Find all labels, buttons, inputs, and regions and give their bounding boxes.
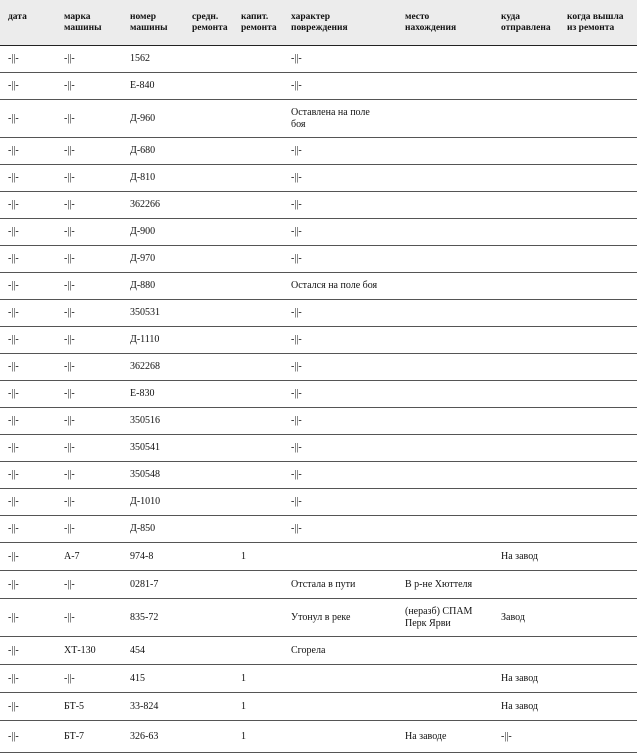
- cell-medium-repair: [184, 637, 233, 665]
- cell-medium-repair: [184, 435, 233, 462]
- cell-vehicle-model: -||-: [56, 408, 122, 435]
- header-location: место нахождения: [397, 0, 493, 46]
- table-row: [0, 73, 637, 100]
- cell-repair-exit: [559, 637, 637, 665]
- cell-capital-repair: [233, 138, 283, 165]
- cell-repair-exit: [559, 462, 637, 489]
- cell-repair-exit: [559, 73, 637, 100]
- cell-date: -||-: [0, 273, 56, 300]
- cell-repair-exit: [559, 165, 637, 192]
- cell-vehicle-model: БТ-7: [56, 721, 122, 753]
- cell-repair-exit: [559, 693, 637, 721]
- cell-repair-exit: [559, 516, 637, 543]
- cell-date: -||-: [0, 192, 56, 219]
- header-vehicle-number: номер машины: [122, 0, 184, 46]
- cell-capital-repair: [233, 192, 283, 219]
- cell-vehicle-model: -||-: [56, 73, 122, 100]
- cell-location: [397, 165, 493, 192]
- header-capital-repair: капит. ремонта: [233, 0, 283, 46]
- cell-capital-repair: [233, 273, 283, 300]
- cell-location: [397, 543, 493, 571]
- cell-vehicle-model: -||-: [56, 571, 122, 599]
- cell-vehicle-number: 350548: [122, 462, 184, 489]
- cell-sent-to: На завод: [493, 543, 559, 571]
- table-row: [0, 543, 637, 571]
- cell-capital-repair: [233, 462, 283, 489]
- table-row: [0, 100, 637, 138]
- cell-damage-type: -||-: [283, 354, 397, 381]
- cell-vehicle-number: 33-824: [122, 693, 184, 721]
- cell-location: [397, 219, 493, 246]
- cell-vehicle-number: Е-840: [122, 73, 184, 100]
- cell-sent-to: [493, 192, 559, 219]
- cell-sent-to: [493, 100, 559, 138]
- cell-damage-type: Сгорела: [283, 637, 397, 665]
- cell-sent-to: [493, 46, 559, 73]
- cell-damage-type: -||-: [283, 165, 397, 192]
- cell-damage-type: -||-: [283, 435, 397, 462]
- cell-medium-repair: [184, 354, 233, 381]
- cell-date: -||-: [0, 246, 56, 273]
- cell-date: -||-: [0, 327, 56, 354]
- table-row: [0, 462, 637, 489]
- cell-medium-repair: [184, 599, 233, 637]
- cell-date: -||-: [0, 462, 56, 489]
- table-row: [0, 192, 637, 219]
- cell-vehicle-number: Д-900: [122, 219, 184, 246]
- table-row: [0, 300, 637, 327]
- cell-capital-repair: [233, 300, 283, 327]
- cell-damage-type: -||-: [283, 138, 397, 165]
- cell-date: -||-: [0, 516, 56, 543]
- cell-sent-to: [493, 165, 559, 192]
- cell-repair-exit: [559, 599, 637, 637]
- cell-date: -||-: [0, 165, 56, 192]
- cell-date: -||-: [0, 665, 56, 693]
- cell-damage-type: -||-: [283, 489, 397, 516]
- cell-location: [397, 516, 493, 543]
- cell-vehicle-number: 0281-7: [122, 571, 184, 599]
- cell-vehicle-model: -||-: [56, 246, 122, 273]
- cell-repair-exit: [559, 721, 637, 753]
- header-repair-exit: когда вышла из ремонта: [559, 0, 637, 46]
- cell-vehicle-model: А-7: [56, 543, 122, 571]
- cell-location: [397, 46, 493, 73]
- cell-capital-repair: [233, 46, 283, 73]
- cell-vehicle-model: -||-: [56, 327, 122, 354]
- cell-vehicle-model: -||-: [56, 462, 122, 489]
- cell-medium-repair: [184, 489, 233, 516]
- cell-capital-repair: [233, 327, 283, 354]
- cell-sent-to: [493, 138, 559, 165]
- cell-date: -||-: [0, 693, 56, 721]
- cell-vehicle-model: -||-: [56, 300, 122, 327]
- cell-capital-repair: [233, 599, 283, 637]
- cell-location: [397, 408, 493, 435]
- cell-vehicle-number: 454: [122, 637, 184, 665]
- cell-vehicle-model: -||-: [56, 599, 122, 637]
- cell-sent-to: [493, 300, 559, 327]
- cell-date: -||-: [0, 408, 56, 435]
- cell-capital-repair: [233, 381, 283, 408]
- table-row: [0, 138, 637, 165]
- table-row: [0, 246, 637, 273]
- cell-sent-to: [493, 435, 559, 462]
- table-row: [0, 46, 637, 73]
- cell-vehicle-model: -||-: [56, 192, 122, 219]
- cell-vehicle-model: -||-: [56, 489, 122, 516]
- cell-medium-repair: [184, 192, 233, 219]
- cell-capital-repair: [233, 100, 283, 138]
- cell-repair-exit: [559, 273, 637, 300]
- cell-medium-repair: [184, 462, 233, 489]
- cell-damage-type: -||-: [283, 381, 397, 408]
- cell-damage-type: -||-: [283, 327, 397, 354]
- table-row: [0, 408, 637, 435]
- cell-medium-repair: [184, 543, 233, 571]
- cell-capital-repair: 1: [233, 665, 283, 693]
- cell-date: -||-: [0, 73, 56, 100]
- cell-capital-repair: [233, 73, 283, 100]
- cell-repair-exit: [559, 665, 637, 693]
- cell-capital-repair: 1: [233, 543, 283, 571]
- cell-location: [397, 327, 493, 354]
- cell-damage-type: Отстала в пути: [283, 571, 397, 599]
- cell-vehicle-number: Д-850: [122, 516, 184, 543]
- cell-vehicle-number: Д-960: [122, 100, 184, 138]
- cell-date: -||-: [0, 543, 56, 571]
- cell-repair-exit: [559, 246, 637, 273]
- cell-medium-repair: [184, 165, 233, 192]
- cell-vehicle-model: -||-: [56, 381, 122, 408]
- cell-date: -||-: [0, 599, 56, 637]
- cell-vehicle-number: 415: [122, 665, 184, 693]
- cell-damage-type: -||-: [283, 516, 397, 543]
- cell-medium-repair: [184, 246, 233, 273]
- cell-location: (неразб) СПАМ Перк Ярви: [397, 599, 493, 637]
- cell-vehicle-model: ХТ-130: [56, 637, 122, 665]
- cell-medium-repair: [184, 571, 233, 599]
- cell-sent-to: [493, 246, 559, 273]
- cell-vehicle-number: Д-680: [122, 138, 184, 165]
- cell-medium-repair: [184, 273, 233, 300]
- cell-location: [397, 665, 493, 693]
- table-row: [0, 327, 637, 354]
- cell-damage-type: -||-: [283, 192, 397, 219]
- cell-repair-exit: [559, 219, 637, 246]
- cell-medium-repair: [184, 381, 233, 408]
- cell-location: На заводе: [397, 721, 493, 753]
- cell-repair-exit: [559, 489, 637, 516]
- cell-capital-repair: [233, 571, 283, 599]
- cell-location: [397, 435, 493, 462]
- cell-sent-to: -||-: [493, 721, 559, 753]
- cell-date: -||-: [0, 354, 56, 381]
- header-row: [0, 0, 637, 46]
- table-row: [0, 516, 637, 543]
- cell-date: -||-: [0, 571, 56, 599]
- cell-damage-type: Остался на поле боя: [283, 273, 397, 300]
- cell-vehicle-model: -||-: [56, 273, 122, 300]
- cell-damage-type: -||-: [283, 408, 397, 435]
- cell-location: [397, 273, 493, 300]
- cell-location: [397, 693, 493, 721]
- cell-date: -||-: [0, 300, 56, 327]
- cell-vehicle-number: 362266: [122, 192, 184, 219]
- cell-damage-type: [283, 693, 397, 721]
- cell-vehicle-number: 1562: [122, 46, 184, 73]
- cell-medium-repair: [184, 73, 233, 100]
- cell-vehicle-model: БТ-5: [56, 693, 122, 721]
- cell-repair-exit: [559, 300, 637, 327]
- cell-date: -||-: [0, 100, 56, 138]
- table-row: [0, 571, 637, 599]
- cell-medium-repair: [184, 693, 233, 721]
- cell-vehicle-model: -||-: [56, 435, 122, 462]
- cell-vehicle-number: Д-1010: [122, 489, 184, 516]
- cell-medium-repair: [184, 516, 233, 543]
- cell-capital-repair: [233, 246, 283, 273]
- cell-location: [397, 354, 493, 381]
- cell-vehicle-number: Е-830: [122, 381, 184, 408]
- cell-sent-to: [493, 571, 559, 599]
- cell-vehicle-model: -||-: [56, 665, 122, 693]
- cell-sent-to: [493, 327, 559, 354]
- cell-date: -||-: [0, 435, 56, 462]
- cell-medium-repair: [184, 721, 233, 753]
- cell-damage-type: -||-: [283, 462, 397, 489]
- cell-repair-exit: [559, 571, 637, 599]
- cell-sent-to: [493, 637, 559, 665]
- table-row: [0, 599, 637, 637]
- cell-medium-repair: [184, 100, 233, 138]
- table-row: [0, 354, 637, 381]
- cell-repair-exit: [559, 354, 637, 381]
- cell-vehicle-number: 974-8: [122, 543, 184, 571]
- cell-vehicle-number: Д-880: [122, 273, 184, 300]
- header-medium-repair: средн. ремонта: [184, 0, 233, 46]
- cell-location: [397, 637, 493, 665]
- cell-damage-type: -||-: [283, 246, 397, 273]
- cell-capital-repair: [233, 489, 283, 516]
- cell-damage-type: -||-: [283, 219, 397, 246]
- cell-damage-type: -||-: [283, 300, 397, 327]
- header-date: дата: [0, 0, 56, 46]
- cell-damage-type: [283, 721, 397, 753]
- cell-damage-type: Оставлена на поле боя: [283, 100, 397, 138]
- table-row: [0, 219, 637, 246]
- cell-vehicle-number: 350531: [122, 300, 184, 327]
- cell-medium-repair: [184, 138, 233, 165]
- cell-repair-exit: [559, 408, 637, 435]
- cell-sent-to: [493, 408, 559, 435]
- cell-sent-to: [493, 219, 559, 246]
- cell-repair-exit: [559, 46, 637, 73]
- header-vehicle-model: марка машины: [56, 0, 122, 46]
- cell-capital-repair: 1: [233, 721, 283, 753]
- cell-capital-repair: [233, 219, 283, 246]
- cell-repair-exit: [559, 100, 637, 138]
- cell-vehicle-number: Д-1110: [122, 327, 184, 354]
- cell-vehicle-model: -||-: [56, 100, 122, 138]
- cell-sent-to: [493, 354, 559, 381]
- cell-date: -||-: [0, 46, 56, 73]
- cell-capital-repair: 1: [233, 693, 283, 721]
- table-row: [0, 381, 637, 408]
- cell-location: [397, 100, 493, 138]
- cell-sent-to: [493, 73, 559, 100]
- header-damage-type: характер повреждения: [283, 0, 397, 46]
- table-row: [0, 489, 637, 516]
- table-row: [0, 721, 637, 753]
- table-row: [0, 273, 637, 300]
- table-row: [0, 637, 637, 665]
- cell-vehicle-model: -||-: [56, 46, 122, 73]
- cell-location: [397, 246, 493, 273]
- cell-damage-type: [283, 543, 397, 571]
- table-body: [0, 46, 637, 753]
- cell-location: В р-не Хюттеля: [397, 571, 493, 599]
- cell-damage-type: Утонул в реке: [283, 599, 397, 637]
- cell-vehicle-number: Д-970: [122, 246, 184, 273]
- cell-vehicle-model: -||-: [56, 516, 122, 543]
- cell-sent-to: [493, 489, 559, 516]
- cell-vehicle-number: 350516: [122, 408, 184, 435]
- cell-repair-exit: [559, 192, 637, 219]
- cell-location: [397, 381, 493, 408]
- cell-damage-type: -||-: [283, 46, 397, 73]
- table-row: [0, 693, 637, 721]
- cell-damage-type: [283, 665, 397, 693]
- cell-medium-repair: [184, 408, 233, 435]
- cell-location: [397, 138, 493, 165]
- cell-sent-to: [493, 273, 559, 300]
- cell-date: -||-: [0, 721, 56, 753]
- table-row: [0, 165, 637, 192]
- cell-medium-repair: [184, 219, 233, 246]
- cell-vehicle-number: 326-63: [122, 721, 184, 753]
- cell-damage-type: -||-: [283, 73, 397, 100]
- cell-capital-repair: [233, 408, 283, 435]
- cell-location: [397, 462, 493, 489]
- cell-capital-repair: [233, 435, 283, 462]
- cell-location: [397, 192, 493, 219]
- cell-date: -||-: [0, 381, 56, 408]
- cell-medium-repair: [184, 46, 233, 73]
- cell-sent-to: Завод: [493, 599, 559, 637]
- cell-medium-repair: [184, 327, 233, 354]
- cell-sent-to: На завод: [493, 665, 559, 693]
- cell-capital-repair: [233, 354, 283, 381]
- cell-date: -||-: [0, 637, 56, 665]
- cell-capital-repair: [233, 516, 283, 543]
- cell-vehicle-number: 835-72: [122, 599, 184, 637]
- cell-capital-repair: [233, 165, 283, 192]
- cell-medium-repair: [184, 665, 233, 693]
- cell-sent-to: [493, 516, 559, 543]
- cell-date: -||-: [0, 489, 56, 516]
- cell-vehicle-model: -||-: [56, 219, 122, 246]
- cell-vehicle-number: Д-810: [122, 165, 184, 192]
- cell-vehicle-model: -||-: [56, 138, 122, 165]
- cell-location: [397, 73, 493, 100]
- cell-capital-repair: [233, 637, 283, 665]
- cell-repair-exit: [559, 327, 637, 354]
- table-row: [0, 435, 637, 462]
- cell-repair-exit: [559, 435, 637, 462]
- header-sent-to: куда отправлена: [493, 0, 559, 46]
- cell-vehicle-number: 350541: [122, 435, 184, 462]
- cell-sent-to: На завод: [493, 693, 559, 721]
- cell-sent-to: [493, 462, 559, 489]
- cell-date: -||-: [0, 138, 56, 165]
- cell-date: -||-: [0, 219, 56, 246]
- cell-vehicle-model: -||-: [56, 354, 122, 381]
- cell-medium-repair: [184, 300, 233, 327]
- cell-sent-to: [493, 381, 559, 408]
- cell-repair-exit: [559, 381, 637, 408]
- table-row: [0, 665, 637, 693]
- cell-location: [397, 489, 493, 516]
- cell-location: [397, 300, 493, 327]
- cell-vehicle-number: 362268: [122, 354, 184, 381]
- cell-repair-exit: [559, 138, 637, 165]
- cell-repair-exit: [559, 543, 637, 571]
- cell-vehicle-model: -||-: [56, 165, 122, 192]
